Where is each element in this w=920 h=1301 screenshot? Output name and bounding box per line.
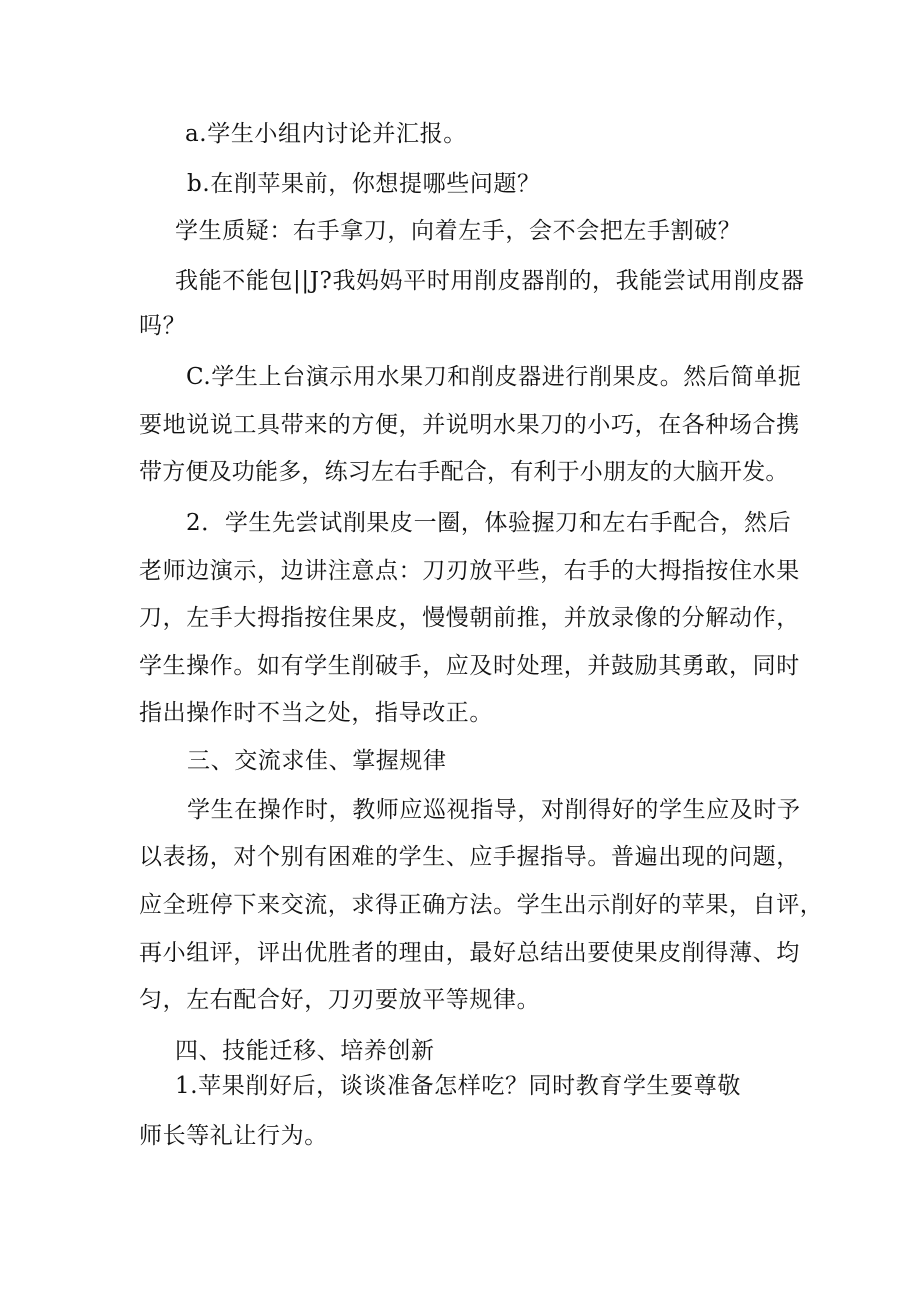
paragraph-line: a.学生小组内讨论并汇报。 <box>185 121 467 147</box>
paragraph-line: 学生操作。如有学生削破手，应及时处理，并鼓励其勇敢，同时 <box>139 653 800 679</box>
paragraph-line: 带方便及功能多，练习左右手配合，有利于小朋友的大脑开发。 <box>139 459 789 485</box>
paragraph-line: 吗？ <box>139 313 187 339</box>
paragraph-line: 再小组评，评出优胜者的理由，最好总结出要使果皮削得薄、均 <box>139 940 800 966</box>
paragraph-line: 学生质疑：右手拿刀，向着左手，会不会把左手割破？ <box>175 218 742 244</box>
paragraph-line: 应全班停下来交流，求得正确方法。学生出示削好的苹果，自评， <box>139 892 824 918</box>
paragraph-line: 2．学生先尝试削果皮一圈，体验握刀和左右手配合，然后 <box>186 510 792 536</box>
paragraph-line: 老师边演示，边讲注意点：刀刃放平些，右手的大拇指按住水果 <box>139 558 800 584</box>
paragraph-line: 以表扬，对个别有困难的学生、应手握指导。普遍出现的问题， <box>139 844 800 870</box>
paragraph-line: 刀，左手大拇指按住果皮，慢慢朝前推，并放录像的分解动作， <box>139 605 800 631</box>
paragraph-line: b.在削苹果前，你想提哪些问题？ <box>187 171 541 197</box>
paragraph-line: 学生在操作时，教师应巡视指导，对削得好的学生应及时予 <box>187 797 801 823</box>
paragraph-line: C.学生上台演示用水果刀和削皮器进行削果皮。然后简单扼 <box>186 364 802 390</box>
paragraph-line: 指出操作时不当之处，指导改正。 <box>139 700 493 726</box>
section-heading: 三、交流求佳、掌握规律 <box>187 748 447 774</box>
paragraph-line: 1.苹果削好后，谈谈准备怎样吃？同时教育学生要尊敬 <box>175 1073 741 1099</box>
paragraph-line: 我能不能包||J?我妈妈平时用削皮器削的，我能尝试用削皮器 <box>175 268 805 294</box>
paragraph-line: 师长等礼让行为。 <box>139 1123 328 1149</box>
section-heading: 四、技能迁移、培养创新 <box>175 1038 435 1064</box>
paragraph-line: 要地说说工具带来的方便，并说明水果刀的小巧，在各种场合携 <box>139 412 800 438</box>
paragraph-line: 匀，左右配合好，刀刃要放平等规律。 <box>139 987 541 1013</box>
